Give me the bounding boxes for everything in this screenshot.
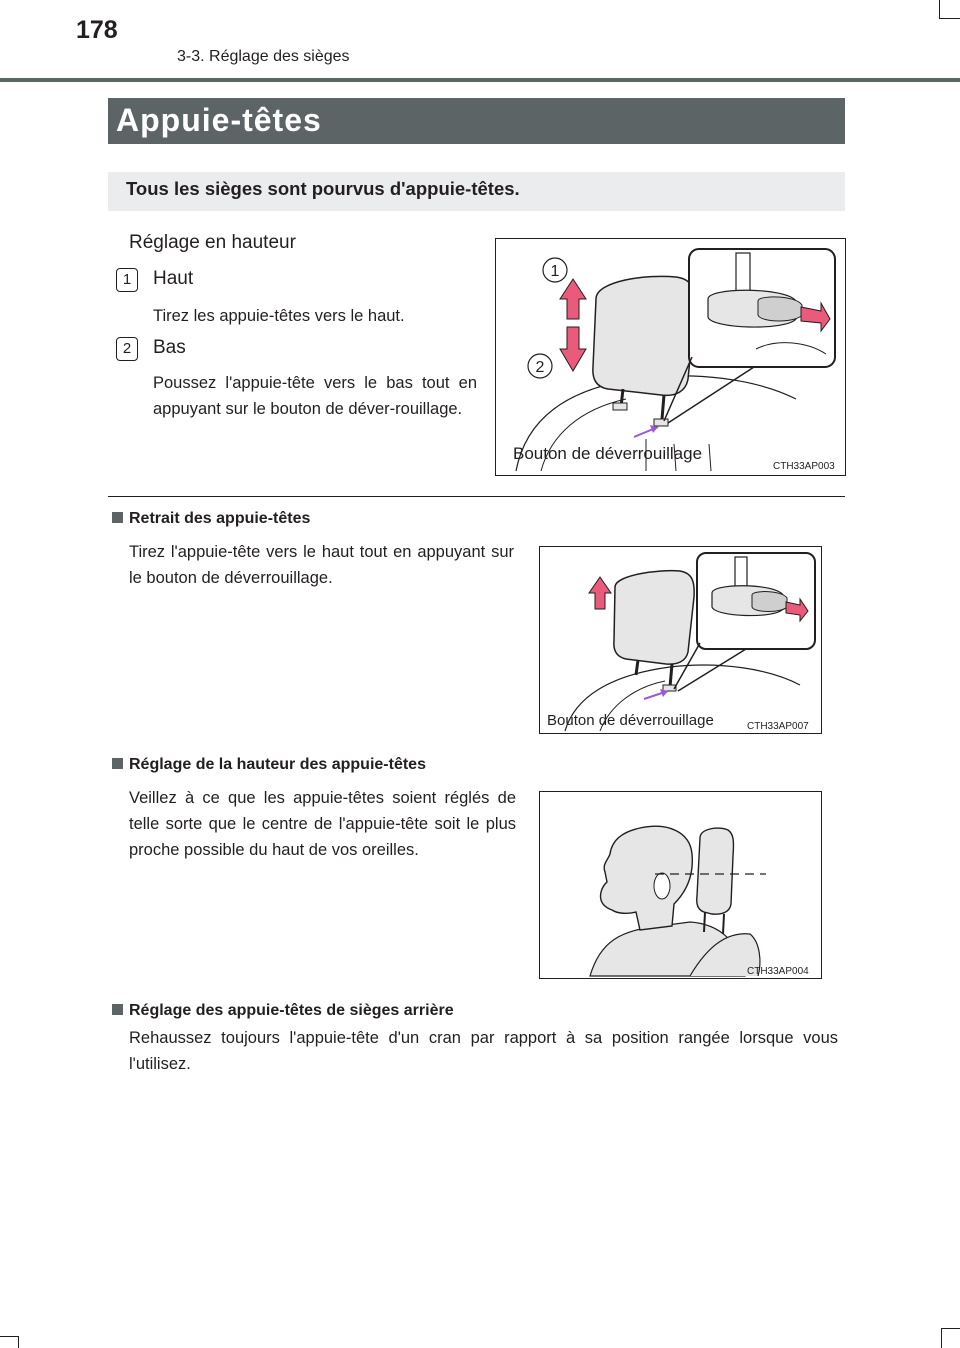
- intro-text: Tous les sièges sont pourvus d'appuie-têtes.: [126, 178, 520, 199]
- removal-body: Tirez l'appuie-tête vers le haut tout en appuyant sur le bouton de déverrouillage.: [129, 543, 514, 587]
- height-body: Veillez à ce que les appuie-têtes soient réglés de telle sorte que le centre de l'appuie-tête soit le plus proche possible du haut de vos oreilles.: [129, 789, 516, 859]
- step-2-label: Bas: [153, 337, 186, 358]
- head-position-figure: [539, 791, 822, 979]
- callout-2: 2: [535, 359, 545, 376]
- step-1-badge: 1: [116, 268, 138, 292]
- page-number: 178: [76, 16, 118, 44]
- step-2-badge: 2: [116, 337, 138, 361]
- page-title-bar: [108, 98, 845, 144]
- rear-body: Rehaussez toujours l'appuie-tête d'un cran par rapport à sa position rangée lorsque vous l'utilisez.: [129, 1029, 838, 1073]
- headrest-removal-figure: [539, 546, 822, 734]
- header-rule: [0, 78, 960, 82]
- bullet-square-icon: [112, 1004, 123, 1015]
- crop-mark: [941, 1328, 960, 1329]
- figure-code-3: CTH33AP004: [747, 966, 809, 977]
- crop-mark: [939, 0, 940, 18]
- step-2-description: Poussez l'appuie-tête vers le bas tout en appuyant sur le bouton de déver-rouillage.: [153, 374, 477, 418]
- figure-code-1: CTH33AP003: [773, 461, 835, 472]
- section-divider: [108, 496, 845, 497]
- bullet-square-icon: [112, 512, 123, 523]
- headrest-removal-illustration: [540, 547, 821, 733]
- crop-mark: [941, 1328, 942, 1348]
- head-position-illustration: [540, 792, 821, 978]
- removal-heading: [112, 510, 310, 528]
- rear-heading: [112, 1002, 454, 1020]
- figure-code-2: CTH33AP007: [747, 721, 809, 732]
- removal-heading-text: Retrait des appuie-têtes: [129, 510, 311, 527]
- section-reference: 3-3. Réglage des sièges: [177, 48, 350, 65]
- bullet-square-icon: [112, 758, 123, 769]
- headrest-height-figure: [495, 238, 846, 476]
- crop-mark: [18, 1336, 19, 1348]
- height-adjust-heading: Réglage en hauteur: [129, 232, 296, 253]
- headrest-height-illustration: [496, 239, 845, 475]
- crop-mark: [939, 18, 960, 19]
- step-1-label: Haut: [153, 268, 194, 289]
- release-button-label-1: Bouton de déverrouillage: [513, 444, 703, 463]
- crop-mark: [0, 1336, 18, 1337]
- step-1-description: Tirez les appuie-têtes vers le haut.: [153, 307, 405, 325]
- height-heading: [112, 756, 426, 774]
- height-heading-text: Réglage de la hauteur des appuie-têtes: [129, 756, 426, 773]
- rear-heading-text: Réglage des appuie-têtes de sièges arrière: [129, 1002, 454, 1019]
- page-title: Appuie-têtes: [116, 102, 322, 138]
- intro-box: [108, 172, 845, 211]
- callout-1: 1: [550, 263, 560, 280]
- release-button-label-2: Bouton de déverrouillage: [547, 712, 714, 729]
